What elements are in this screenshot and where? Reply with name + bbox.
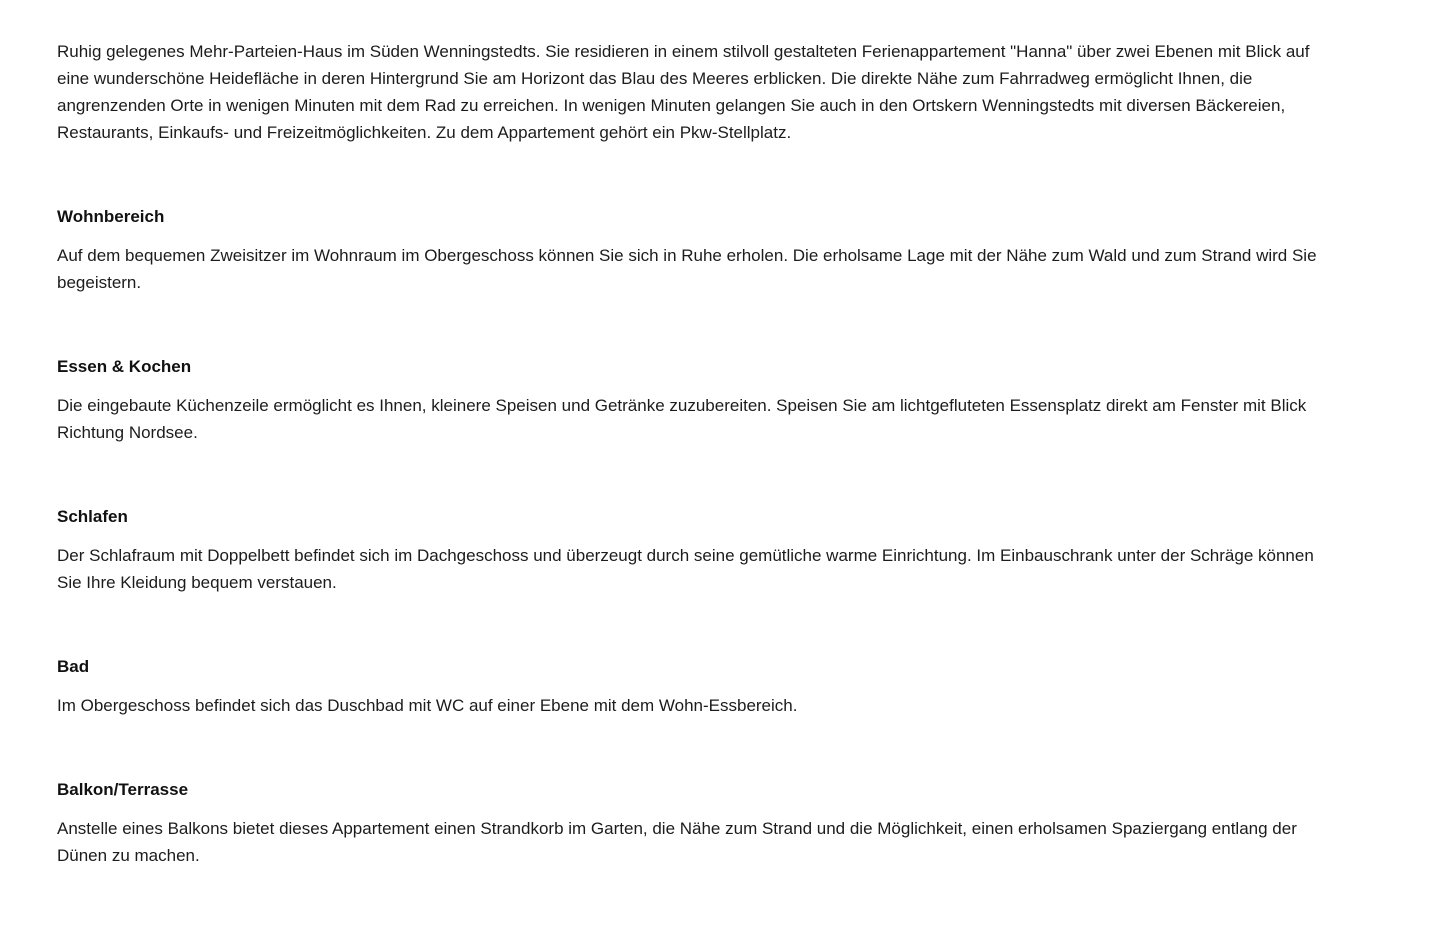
- description-section: [57, 776, 1328, 869]
- description-section: [57, 653, 1328, 719]
- description-section: [57, 353, 1328, 446]
- section-body-text: Auf dem bequemen Zweisitzer im Wohnraum im Obergeschoss können Sie sich in Ruhe erholen. Die erholsame Lage mit der Nähe zum Wald und zum Strand wird Sie begeistern.: [57, 246, 1317, 292]
- section-heading: Wohnbereich: [57, 207, 165, 226]
- section-heading: Schlafen: [57, 507, 128, 526]
- section-body-text: Im Obergeschoss befindet sich das Duschbad mit WC auf einer Ebene mit dem Wohn-Essbereich.: [57, 696, 798, 715]
- intro-paragraph: Ruhig gelegenes Mehr-Parteien-Haus im Süden Wenningstedts. Sie residieren in einem stilvoll gestalteten Ferienappartement "Hanna" über zwei Ebenen mit Blick auf eine wunderschöne Heidefläche in deren Hintergrund Sie am Horizont das Blau des Meeres erblicken. Die direkte Nähe zum Fahrradweg ermöglicht Ihnen, die angrenzenden Orte in wenigen Minuten mit dem Rad zu erreichen. In wenigen Minuten gelangen Sie auch in den Ortskern Wenningstedts mit diversen Bäckereien, Restaurants, Einkaufs- und Freizeitmöglichkeiten. Zu dem Appartement gehört ein Pkw-Stellplatz.: [57, 42, 1310, 142]
- section-heading: Bad: [57, 657, 90, 676]
- section-list: [57, 203, 1328, 869]
- section-heading: Balkon/Terrasse: [57, 780, 189, 799]
- section-body-text: Anstelle eines Balkons bietet dieses Appartement einen Strandkorb im Garten, die Nähe zum Strand und die Möglichkeit, einen erholsamen Spaziergang entlang der Dünen zu machen.: [57, 819, 1297, 865]
- description-section: [57, 503, 1328, 596]
- section-heading: Essen & Kochen: [57, 357, 192, 376]
- section-body-text: Der Schlafraum mit Doppelbett befindet sich im Dachgeschoss und überzeugt durch seine gemütliche warme Einrichtung. Im Einbauschrank unter der Schräge können Sie Ihre Kleidung bequem verstauen.: [57, 546, 1314, 592]
- description-section: [57, 203, 1328, 296]
- section-body-text: Die eingebaute Küchenzeile ermöglicht es Ihnen, kleinere Speisen und Getränke zuzubereiten. Speisen Sie am lichtgefluteten Essensplatz direkt am Fenster mit Blick Richtung Nordsee.: [57, 396, 1307, 442]
